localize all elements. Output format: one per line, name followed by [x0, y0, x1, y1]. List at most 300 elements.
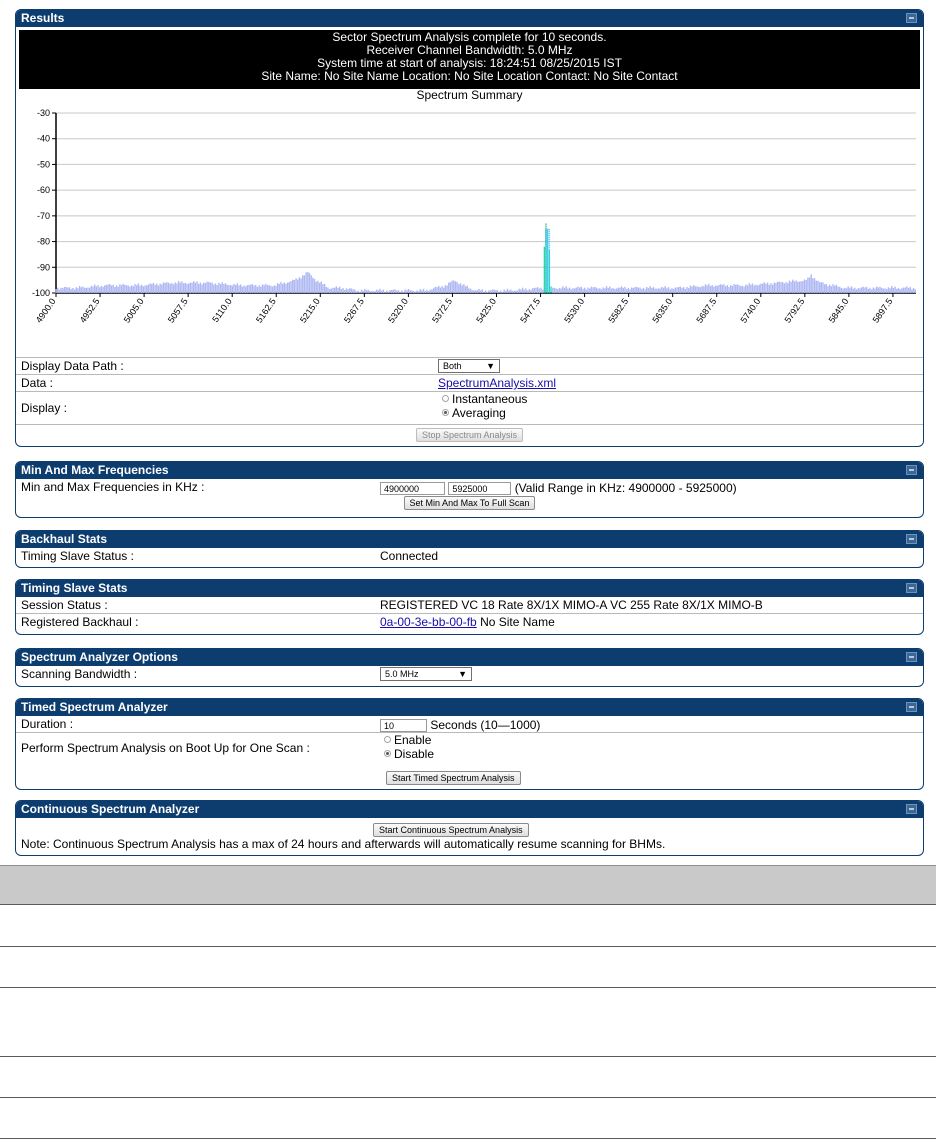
spectrum-bar — [911, 289, 912, 293]
spectrum-bar — [411, 290, 412, 293]
spectrum-bar — [112, 285, 113, 293]
spectrum-bar — [904, 288, 905, 293]
spectrum-bar — [767, 283, 768, 293]
spectrum-bar — [713, 287, 714, 293]
spectrum-bar — [733, 284, 734, 293]
minimize-icon[interactable] — [906, 583, 917, 593]
spectrum-bar — [326, 287, 327, 293]
spectrum-bar — [201, 284, 202, 293]
minimize-icon[interactable] — [906, 652, 917, 662]
display-data-path-label: Display Data Path : — [21, 359, 124, 373]
spectrum-bar — [844, 288, 845, 293]
spectrum-bar — [712, 285, 713, 293]
spectrum-xml-link[interactable]: SpectrumAnalysis.xml — [438, 376, 557, 390]
spectrum-bar — [107, 285, 108, 293]
spectrum-bar — [403, 292, 404, 293]
spectrum-bar — [698, 287, 699, 293]
spectrum-bar — [752, 283, 753, 293]
spectrum-bar — [388, 292, 389, 293]
spectrum-bar — [858, 288, 859, 293]
spectrum-bar — [253, 286, 254, 293]
spectrum-bar — [829, 285, 830, 293]
spectrum-bar — [822, 282, 823, 293]
spectrum-bar — [671, 288, 672, 293]
spectrum-bar — [342, 288, 343, 293]
spectrum-bar — [124, 285, 125, 293]
spectrum-bar — [315, 282, 316, 293]
spectrum-bar — [109, 284, 110, 293]
spectrum-bar — [443, 288, 444, 293]
spectrum-bar — [649, 286, 650, 293]
spectrum-bar — [881, 288, 882, 293]
registered-backhaul-label: Registered Backhaul : — [21, 615, 139, 629]
spectrum-bar — [477, 290, 478, 293]
table-header-row — [0, 865, 936, 905]
max-frequency-input[interactable]: 5925000 — [448, 482, 511, 495]
spectrum-bar — [519, 289, 520, 293]
spectrum-bar — [334, 288, 335, 293]
spectrum-bar — [463, 284, 464, 293]
spectrum-bar — [742, 286, 743, 293]
spectrum-bar — [613, 288, 614, 293]
spectrum-bar — [737, 284, 738, 293]
spectrum-bar — [467, 286, 468, 293]
spectrum-bar — [421, 290, 422, 293]
spectrum-bar — [198, 284, 199, 293]
spectrum-bar — [245, 286, 246, 293]
spectrum-bar — [607, 288, 608, 293]
spectrum-bar — [364, 289, 365, 293]
spectrum-bar — [195, 283, 196, 293]
spectrum-bar — [371, 291, 372, 293]
spectrum-bar — [99, 287, 100, 293]
spectrum-bar — [263, 285, 264, 293]
spectrum-bar — [257, 287, 258, 293]
spectrum-bar — [159, 284, 160, 293]
radio-label: Enable — [394, 733, 432, 747]
spectrum-bar — [623, 288, 624, 293]
spectrum-bar — [433, 288, 434, 293]
spectrum-bar — [300, 278, 301, 293]
backhaul-mac-link[interactable]: 0a-00-3e-bb-00-fb — [380, 615, 477, 629]
x-tick-label: 5110.0 — [210, 296, 234, 325]
spectrum-bar — [557, 289, 558, 293]
spectrum-bar — [873, 287, 874, 293]
spectrum-bar — [128, 286, 129, 293]
spectrum-bar — [369, 291, 370, 293]
spectrum-bar — [168, 283, 169, 293]
spectrum-bar — [606, 286, 607, 293]
spectrum-bar — [782, 282, 783, 293]
spectrum-bar — [89, 288, 90, 293]
spectrum-bar — [512, 291, 513, 293]
radio-enable[interactable] — [384, 733, 434, 747]
spectrum-bar — [842, 289, 843, 293]
spectrum-bar — [851, 286, 852, 293]
spectrum-bar — [126, 285, 127, 293]
x-tick-label: 5162.5 — [253, 296, 278, 325]
spectrum-bar — [252, 284, 253, 293]
x-tick-label: 5372.5 — [430, 296, 455, 325]
spectrum-bar — [537, 287, 538, 293]
spectrum-bar — [792, 280, 793, 293]
spectrum-bar — [864, 287, 865, 293]
spectrum-bar — [218, 283, 219, 293]
minimize-icon[interactable] — [906, 13, 917, 23]
spectrum-bar — [223, 284, 224, 293]
spectrum-bar — [908, 288, 909, 293]
status-line: Sector Spectrum Analysis complete for 10 seconds. — [332, 30, 607, 44]
backhaul-stats-panel — [15, 530, 924, 568]
spectrum-bar — [190, 283, 191, 293]
scanning-bandwidth-select[interactable] — [380, 667, 472, 681]
timed-analyzer-panel — [15, 698, 924, 790]
spectrum-bar — [577, 287, 578, 293]
x-tick-label: 5582.5 — [606, 296, 631, 325]
spectrum-bar — [582, 289, 583, 293]
spectrum-bar — [539, 288, 540, 293]
spectrum-bar — [222, 282, 223, 293]
spectrum-bar — [178, 281, 179, 293]
x-tick-label: 5057.5 — [165, 296, 190, 325]
spectrum-bar — [186, 284, 187, 293]
spectrum-bar — [79, 286, 80, 293]
spectrum-bar — [478, 289, 479, 293]
spectrum-bar — [295, 278, 296, 293]
spectrum-bar — [668, 287, 669, 293]
radio-off-icon — [384, 736, 391, 743]
spectrum-bar — [755, 285, 756, 293]
radio-instantaneous[interactable] — [442, 392, 527, 406]
spectrum-bar — [827, 286, 828, 293]
dropdown-arrow-icon: ▼ — [486, 361, 495, 371]
spectrum-bar — [554, 288, 555, 293]
radio-disable[interactable] — [384, 747, 434, 761]
spectrum-bar — [641, 289, 642, 293]
spectrum-bar — [450, 282, 451, 293]
stop-spectrum-analysis-button[interactable]: Stop Spectrum Analysis — [416, 428, 523, 442]
spectrum-bar — [465, 286, 466, 293]
spectrum-bar — [216, 285, 217, 293]
spectrum-bar — [319, 283, 320, 293]
results-panel — [15, 9, 924, 447]
spectrum-bar — [82, 287, 83, 293]
spectrum-bar — [404, 289, 405, 293]
spectrum-bar — [156, 284, 157, 293]
min-max-panel — [15, 461, 924, 518]
spectrum-bar — [148, 285, 149, 293]
spectrum-bar — [757, 285, 758, 293]
spectrum-bar — [515, 291, 516, 293]
spectrum-bar — [131, 285, 132, 293]
status-line: Site Name: No Site Name Location: No Site Location Contact: No Site Contact — [261, 69, 678, 83]
spectrum-bar — [139, 286, 140, 293]
spectrum-bar — [290, 281, 291, 293]
x-tick-label: 5792.5 — [782, 296, 807, 325]
spectrum-bar — [826, 284, 827, 293]
spectrum-bar — [653, 287, 654, 293]
spectrum-bar — [616, 288, 617, 293]
x-tick-label: 5687.5 — [694, 296, 719, 325]
start-timed-analysis-button[interactable]: Start Timed Spectrum Analysis — [386, 771, 521, 785]
spectrum-bar — [619, 288, 620, 293]
valid-range-note: (Valid Range in KHz: 4900000 - 5925000) — [514, 481, 737, 495]
duration-label: Duration : — [21, 717, 74, 731]
spectrum-bar — [680, 287, 681, 293]
spectrum-bar — [158, 286, 159, 293]
spectrum-bar — [111, 286, 112, 293]
spectrum-bar — [811, 274, 812, 293]
minimize-icon[interactable] — [906, 465, 917, 475]
spectrum-bar — [866, 287, 867, 293]
spectrum-bar — [879, 287, 880, 293]
spectrum-bar — [710, 286, 711, 293]
spectrum-bar — [621, 286, 622, 293]
spectrum-bar — [804, 279, 805, 293]
spectrum-bar — [589, 289, 590, 293]
spectrum-bar — [505, 291, 506, 293]
spectrum-bar — [425, 291, 426, 293]
spectrum-bar — [566, 286, 567, 293]
spectrum-bar — [456, 282, 457, 293]
spectrum-bar — [903, 288, 904, 293]
spectrum-bar — [379, 289, 380, 293]
timing-slave-status-row — [16, 548, 923, 564]
spectrum-bar — [812, 278, 813, 293]
spectrum-bar — [64, 287, 65, 293]
spectrum-bar — [498, 292, 499, 293]
spectrum-bar — [728, 287, 729, 293]
spectrum-bar — [458, 284, 459, 293]
spectrum-bar — [661, 287, 662, 293]
spectrum-bar — [97, 285, 98, 293]
spectrum-bar — [753, 285, 754, 293]
spectrum-bar — [472, 290, 473, 293]
spectrum-bar — [886, 289, 887, 293]
spectrum-bar — [59, 289, 60, 293]
display-data-path-row — [16, 358, 923, 375]
spectrum-bar — [393, 290, 394, 293]
spectrum-bar — [196, 282, 197, 293]
spectrum-bar — [185, 283, 186, 293]
spectrum-bar — [520, 289, 521, 293]
spectrum-bar — [92, 287, 93, 293]
spectrum-bar — [188, 283, 189, 293]
spectrum-bar — [678, 287, 679, 293]
spectrum-bar — [480, 290, 481, 293]
spectrum-bar — [289, 282, 290, 293]
spectrum-bar — [149, 283, 150, 293]
spectrum-bar — [344, 290, 345, 293]
spectrum-bar — [599, 288, 600, 293]
spectrum-bar — [527, 291, 528, 293]
spectrum-bar — [65, 287, 66, 293]
spectrum-bar — [654, 289, 655, 293]
spectrum-bar — [292, 280, 293, 293]
spectrum-bar — [639, 288, 640, 293]
spectrum-bar — [715, 286, 716, 293]
data-row — [16, 375, 923, 392]
spectrum-bar — [705, 284, 706, 293]
spectrum-bar — [339, 287, 340, 293]
spectrum-bar — [706, 286, 707, 293]
spectrum-bar — [646, 287, 647, 293]
spectrum-bar — [230, 285, 231, 293]
spectrum-bar — [572, 288, 573, 293]
spectrum-bar — [696, 286, 697, 293]
spectrum-bar — [287, 282, 288, 293]
spectrum-bar — [435, 287, 436, 293]
y-tick-label: -100 — [31, 288, 50, 298]
spectrum-bar — [871, 290, 872, 293]
spectrum-bar — [681, 288, 682, 293]
display-label: Display : — [21, 401, 68, 415]
select-value: 5.0 MHz — [385, 669, 419, 679]
timing-slave-status-value: Connected — [380, 549, 439, 563]
spectrum-bar — [643, 288, 644, 293]
spectrum-bar — [282, 284, 283, 293]
backhaul-site-name: No Site Name — [476, 615, 555, 629]
spectrum-bar — [67, 287, 68, 293]
spectrum-bar — [893, 288, 894, 293]
spectrum-bar — [802, 281, 803, 293]
spectrum-bar — [676, 287, 677, 293]
spectrum-bar — [255, 285, 256, 293]
y-tick-label: -60 — [36, 185, 50, 196]
spectrum-bar — [717, 286, 718, 293]
spectrum-bar — [542, 290, 543, 293]
spectrum-bar — [795, 280, 796, 293]
spectrum-bar — [780, 282, 781, 293]
spectrum-bar — [461, 285, 462, 293]
spectrum-bar — [220, 284, 221, 293]
spectrum-bar — [913, 288, 914, 293]
spectrum-bar — [503, 290, 504, 293]
spectrum-bar — [759, 285, 760, 293]
spectrum-bar — [874, 289, 875, 293]
spectrum-bar — [284, 282, 285, 293]
spectrum-bar — [210, 283, 211, 293]
spectrum-bar — [205, 283, 206, 293]
spectrum-bar — [394, 289, 395, 293]
timed-analyzer-header — [16, 699, 923, 716]
display-data-path-select[interactable] — [438, 359, 500, 373]
spectrum-bar — [401, 290, 402, 293]
spectrum-bar — [581, 287, 582, 293]
minimize-icon[interactable] — [906, 534, 917, 544]
spectrum-bar — [193, 281, 194, 293]
spectrum-bar — [770, 283, 771, 293]
spectrum-bar — [673, 289, 674, 293]
spectrum-bar — [624, 287, 625, 293]
spectrum-bar — [524, 290, 525, 293]
duration-note: Seconds (10—1000) — [430, 718, 541, 732]
spectrum-bar — [764, 282, 765, 293]
spectrum-bar — [310, 275, 311, 293]
min-max-header — [16, 462, 923, 479]
spectrum-bar — [534, 288, 535, 293]
spectrum-bar — [502, 292, 503, 293]
radio-averaging[interactable] — [442, 406, 527, 420]
continuous-analyzer-header — [16, 801, 923, 818]
spectrum-bar — [235, 285, 236, 293]
spectrum-bar — [153, 283, 154, 293]
spectrum-bar — [448, 283, 449, 293]
spectrum-bar — [215, 283, 216, 293]
minimize-icon[interactable] — [906, 804, 917, 814]
spectrum-bar — [666, 288, 667, 293]
spectrum-bar — [297, 279, 298, 293]
spectrum-bar — [299, 277, 300, 293]
spectrum-bar — [490, 291, 491, 293]
spectrum-bar — [225, 283, 226, 293]
registered-backhaul-value — [380, 614, 555, 630]
spectrum-bar — [910, 287, 911, 293]
x-tick-label: 5267.5 — [341, 296, 366, 325]
x-tick-label: 5530.0 — [562, 296, 587, 325]
spectrum-bar — [332, 288, 333, 293]
spectrum-bar — [859, 288, 860, 293]
dropdown-arrow-icon: ▼ — [458, 669, 467, 679]
spectrum-bar — [800, 281, 801, 293]
spectrum-bar — [574, 288, 575, 293]
minimize-icon[interactable] — [906, 702, 917, 712]
spectrum-bar — [740, 286, 741, 293]
spectrum-bar — [420, 289, 421, 293]
spectrum-bar — [60, 288, 61, 293]
spectrum-bar — [106, 285, 107, 293]
set-full-scan-button[interactable]: Set Min And Max To Full Scan — [404, 496, 536, 510]
spectrum-bar — [889, 288, 890, 293]
spectrum-bar — [440, 288, 441, 293]
spectrum-bar — [789, 281, 790, 293]
min-frequency-input[interactable]: 4900000 — [380, 482, 445, 495]
spectrum-bar — [352, 289, 353, 293]
spectrum-bar — [735, 285, 736, 293]
spectrum-bar — [378, 290, 379, 293]
spectrum-bar — [170, 284, 171, 293]
spectrum-bar — [832, 284, 833, 293]
spectrum-bar — [362, 291, 363, 293]
spectrum-bar — [745, 285, 746, 293]
spectrum-bar — [409, 290, 410, 293]
spectrum-bar — [618, 288, 619, 293]
spectrum-bar — [413, 291, 414, 293]
spectrum-bar — [691, 287, 692, 293]
spectrum-bar — [718, 285, 719, 293]
spectrum-bar — [560, 289, 561, 293]
min-max-title: Min And Max Frequencies — [21, 463, 169, 477]
start-continuous-analysis-button[interactable]: Start Continuous Spectrum Analysis — [373, 823, 529, 837]
spectrum-bar — [854, 288, 855, 293]
spectrum-bar — [510, 290, 511, 293]
spectrum-bar — [453, 280, 454, 293]
duration-input[interactable]: 10 — [380, 719, 427, 732]
spectrum-bar — [151, 284, 152, 293]
spectrum-bar — [834, 286, 835, 293]
spectrum-bar — [659, 289, 660, 293]
spectrum-bar — [416, 291, 417, 293]
min-max-row — [16, 479, 923, 495]
spectrum-bar — [514, 291, 515, 293]
spectrum-bar — [381, 291, 382, 293]
spectrum-bar — [555, 288, 556, 293]
y-tick-label: -30 — [36, 108, 50, 118]
spectrum-bar — [72, 288, 73, 293]
spectrum-bar — [559, 288, 560, 293]
radio-on-icon — [442, 409, 449, 416]
spectrum-bar — [337, 288, 338, 293]
